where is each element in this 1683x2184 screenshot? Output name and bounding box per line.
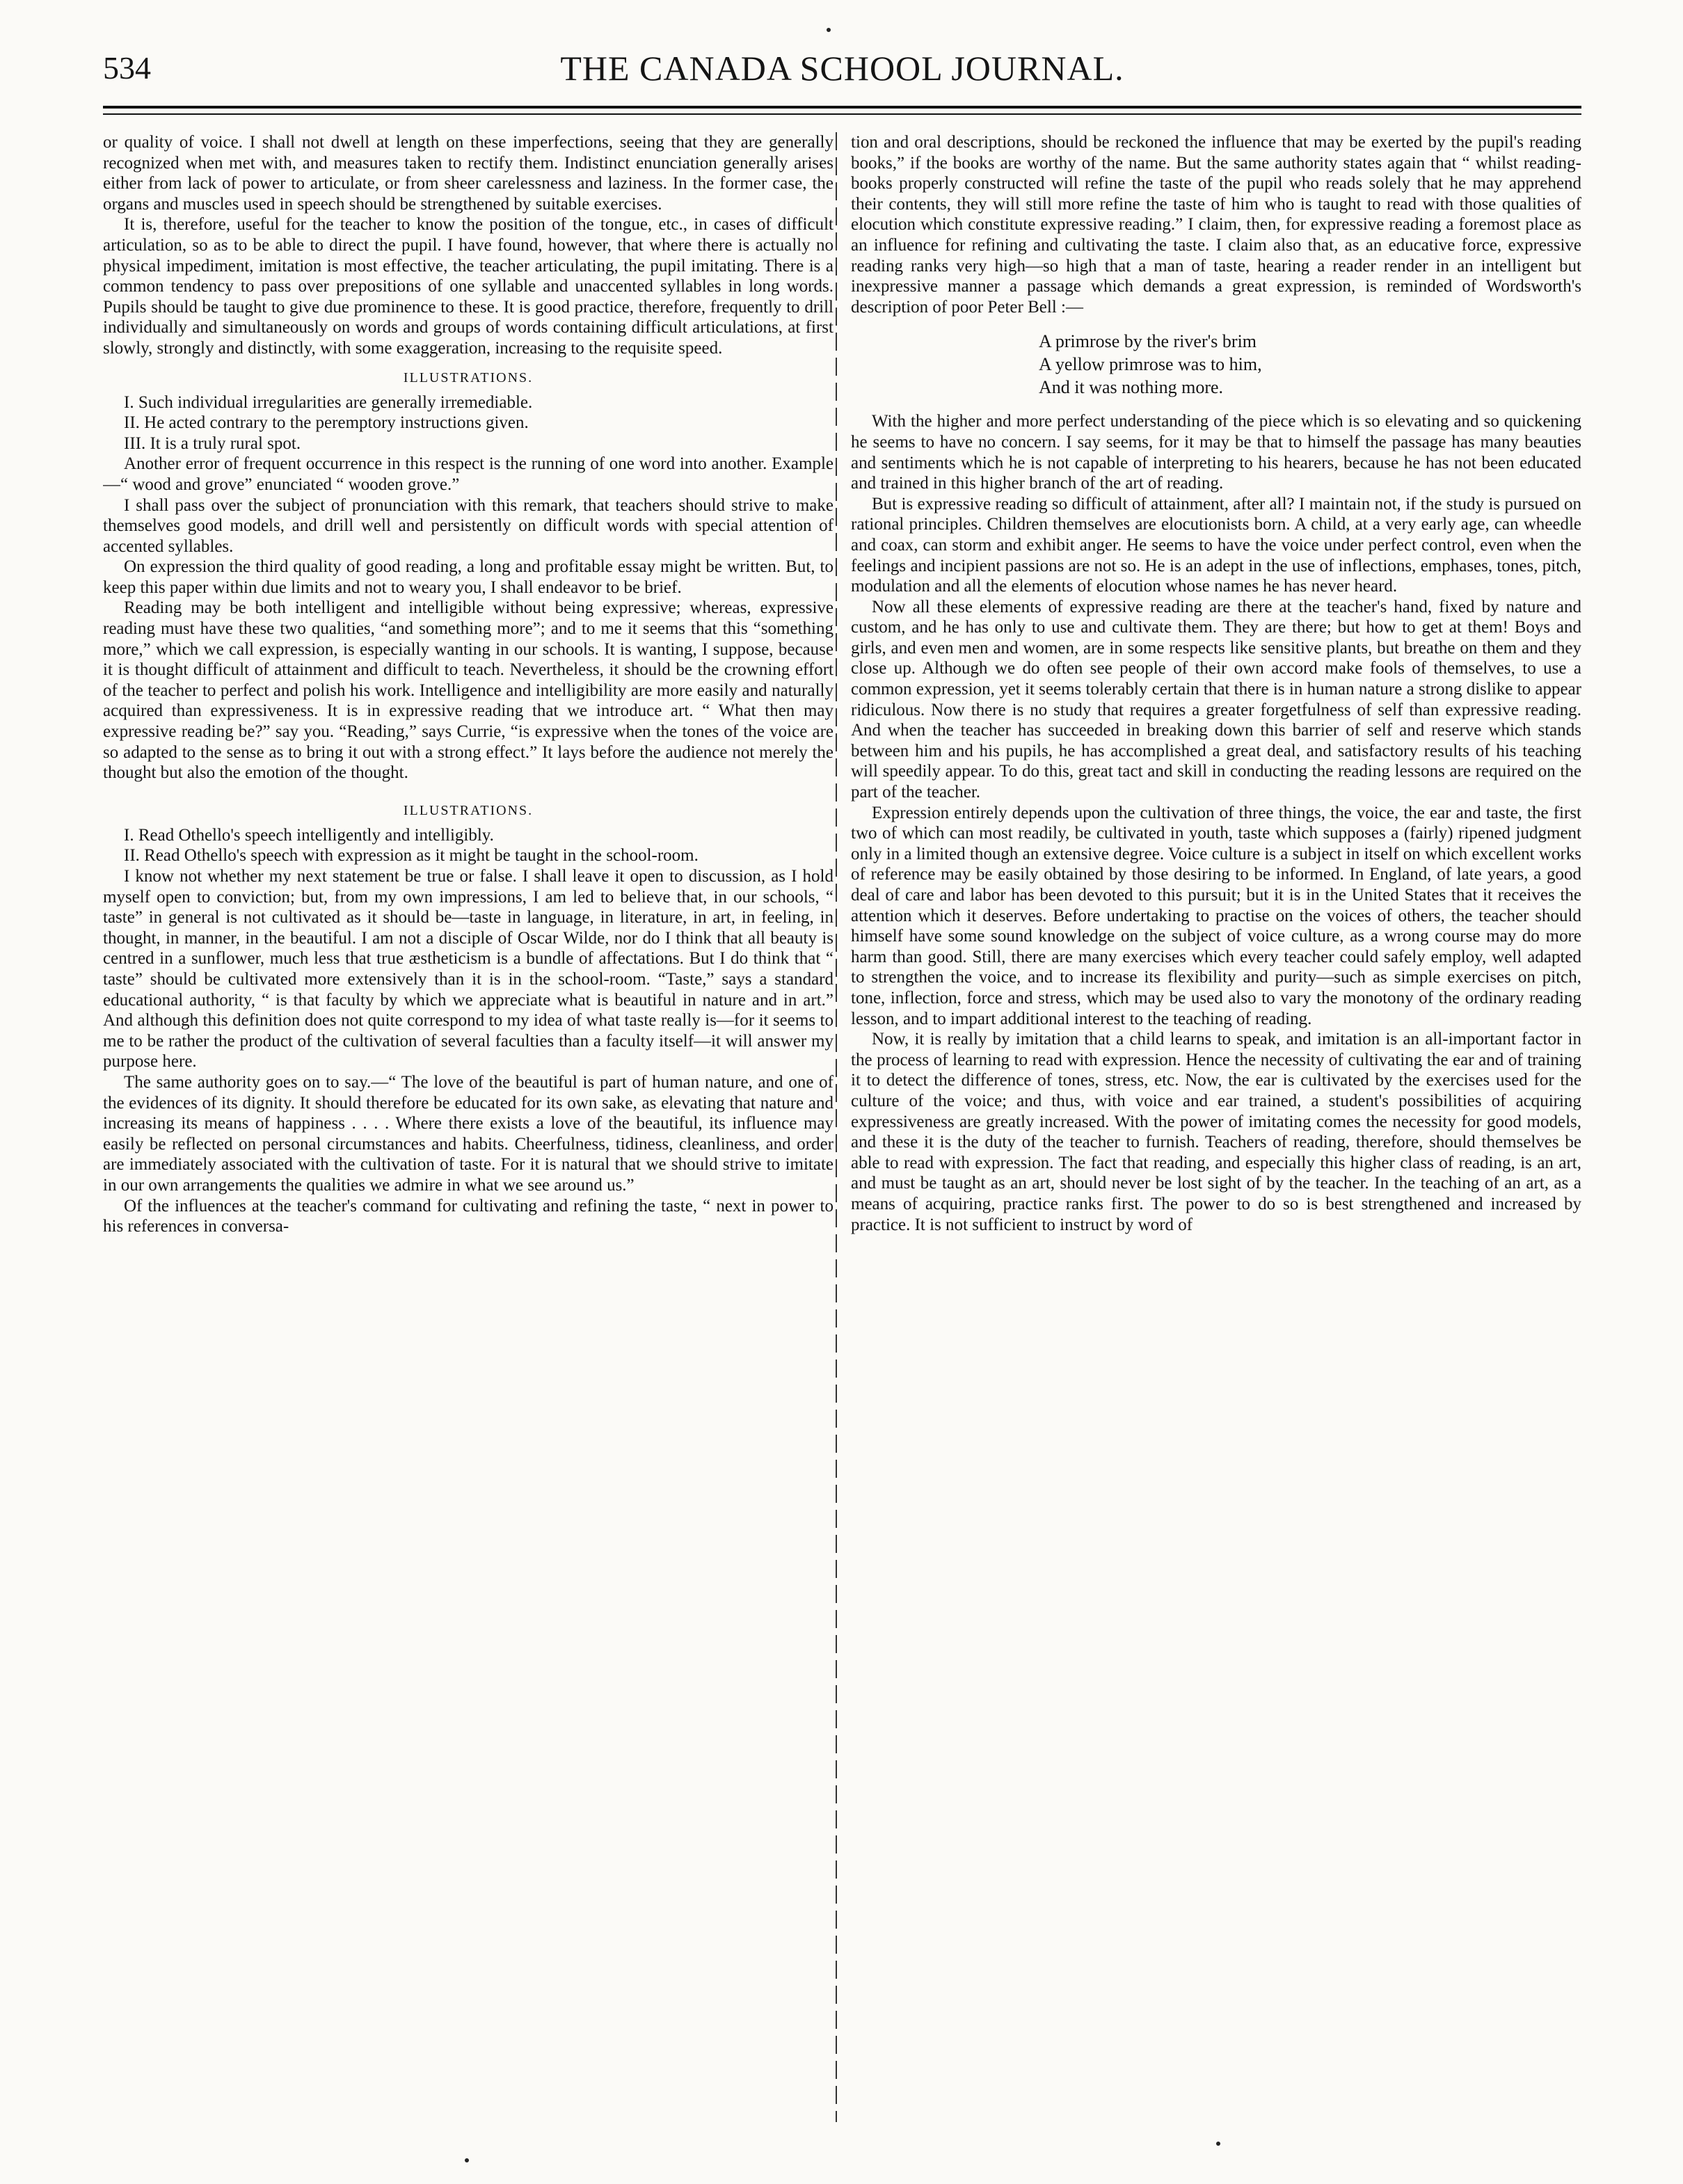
paragraph: With the higher and more perfect understanding of the piece which is so elevating and so quickening he seems to have no concern. I say seems, for it may be that to himself the passage has many beauties and sentiments which he is not capable of interpreting to his hearers, because he has not been educated and trained in this higher branch of the art of reading. bbox=[851, 412, 1581, 493]
right-column bbox=[851, 132, 1581, 2136]
illustration-item: II. Read Othello's speech with expression as it might be taught in the school-room. bbox=[124, 846, 699, 866]
paragraph: tion and oral descriptions, should be reckoned the influence that may be exerted by the pupil's reading books,” if the books are worthy of the name. But the same authority states again that “ whilst reading-books properly constructed will refine the taste of the pupil who reads solely that he may apprehend their contents, they will still more refine the taste of him who is taught to read with those qualities of elocution which constitute expressive reading.” I claim, then, for expressive reading a foremost place as an influence for refining and cultivating the taste. I claim also that, as an educative force, expressive reading ranks very high—so high that a man of taste, hearing a reader render in an intelligent but inexpressive manner a passage which demands a great expression, is reminded of Wordsworth's description of poor Peter Bell :— bbox=[851, 133, 1581, 317]
paragraph: On expression the third quality of good reading, a long and profitable essay might be written. But, to keep this paper within due limits and not to weary you, I shall endeavor to be brief. bbox=[103, 557, 833, 597]
paragraph: It is, therefore, useful for the teacher to know the position of the tongue, etc., in cases of difficult articulation, so as to be able to direct the pupil. I have found, however, that where there is actually no physical impediment, imitation is most effective, the teacher articulating, the pupil imitating. There is a common tendency to pass over prepositions of one syllable and unaccented syllables in long words. Pupils should be taught to give due prominence to these. It is good practice, therefore, frequently to drill individually and simultaneously on words and groups of words containing difficult articulations, at first slowly, strongly and distinctly, with some exaggeration, increasing to the requisite speed. bbox=[103, 215, 833, 358]
poem-line: A yellow primrose was to him, bbox=[1039, 354, 1262, 375]
paragraph: Now all these elements of expressive reading are there at the teacher's hand, fixed by nature and custom, and he has only to use and cultivate them. They are there; but how to get at them! Boys and girls, and even men and women, are in some respects like sensitive plants, but breathe on them and they close up. Although we do often see people of their own accord make fools of themselves, to use a common expression, yet it seems tolerably certain that there is in human nature a strong dislike to appear ridiculous. Now there is no study that requires a greater forgetfulness of self than expressive reading. And when the teacher has succeeded in breaking down this barrier of self and reserve which stands between him and his pupils, he has accomplished a great deal, and satisfactory results of his teaching will speedily appear. To do this, great tact and skill in conducting the reading lessons are required on the part of the teacher. bbox=[851, 597, 1581, 802]
paragraph: Now, it is really by imitation that a child learns to speak, and imitation is an all-important factor in the process of learning to read with expression. Hence the necessity of cultivating the ear and of training it to detect the difference of tones, stress, etc. Now, the ear is cultivated by the exercises used for the culture of the voice; and thus, with voice and ear trained, a student's possibilities of acquiring expressiveness are greatly increased. With the power of imitating comes the necessity for good models, and these it is the duty of the teacher to furnish. Teachers of reading, therefore, should themselves be able to read with expression. The fact that reading, and especially this higher class of reading, is an art, and must be taught as an art, should never be lost sight of by the teacher. In the teaching of an art, as a means of acquiring, practice ranks first. The power to do so is best strengthened and increased by practice. It is not sufficient to instruct by word of bbox=[851, 1030, 1581, 1234]
poem-quote bbox=[1039, 330, 1581, 399]
paragraph: But is expressive reading so difficult of attainment, after all? I maintain not, if the study is pursued on rational principles. Children themselves are elocutionists born. A child, at a very early age, can wheedle and coax, can storm and exhibit anger. He seems to have the voice under perfect control, even when the feelings and incipient passions are not so. He is an adept in the use of inflections, emphases, tones, pitch, modulation and all the elements of elocution whose names he has never heard. bbox=[851, 494, 1581, 596]
print-speck bbox=[827, 28, 831, 32]
paragraph: Reading may be both intelligent and intelligible without being expressive; whereas, expressive reading must have these two qualities, “and something more”; and to me it seems that this “something more,” which we call expression, is especially wanting in our schools. It is wanting, I suppose, because it is thought difficult of attainment and difficult to teach. Nevertheless, it should be the crowning effort of the teacher to perfect and polish his work. Intelligence and intelligibility are more easily and naturally acquired than expressiveness. It is in expressive reading that we introduce art. “ What then may expressive reading be?” say you. “Reading,” says Currie, “is expressive when the tones of the voice are so adapted to the sense as to bring it out with a strong effect.” It lays before the audience not merely the thought but also the emotion of the thought. bbox=[103, 598, 833, 783]
poem-line: And it was nothing more. bbox=[1039, 377, 1224, 398]
header-rule-thin bbox=[103, 113, 1581, 115]
illustration-item: II. He acted contrary to the peremptory instructions given. bbox=[124, 413, 529, 433]
paragraph: I shall pass over the subject of pronunciation with this remark, that teachers should strive to make themselves good models, and drill well and persistently on difficult words with special attention of accented syllables. bbox=[103, 495, 833, 556]
paragraph: Another error of frequent occurrence in this respect is the running of one word into another. Example—“ wood and grove” enunciated “ wooden grove.” bbox=[103, 454, 833, 494]
journal-title: THE CANADA SCHOOL JOURNAL. bbox=[560, 49, 1124, 88]
paragraph: Expression entirely depends upon the cultivation of three things, the voice, the ear and taste, the first two of which can most readily, be cultivated in youth, taste which supposes a (fairly) ripened judgment only in a limited though an extensive degree. Voice culture is a subject in itself on which excellent works of reference may be easily obtained by those desiring to be informed. In England, of late years, a good deal of care and labor has been devoted to this pursuit; but it is in the United States that it receives the attention which it deserves. Before undertaking to practise on the voices of others, the teacher should himself have some sound knowledge on the subject of voice culture, as a wrong course may do more harm than good. Still, there are many exercises which every teacher could safely employ, well adapted to strengthen the voice, and to increase its flexibility and purity—such as simple exercises on pitch, tone, inflection, force and stress, which may be used also to vary the monotony of the ordinary reading lesson, and to impart additional interest to the teaching of reading. bbox=[851, 803, 1581, 1028]
paragraph: or quality of voice. I shall not dwell at length on these imperfections, seeing that they are generally recognized when met with, and measures taken to rectify them. Indistinct enunciation generally arises either from lack of power to articulate, or from sheer carelessness and laziness. In the former case, the organs and muscles used in speech should be strengthened by suitable exercises. bbox=[103, 133, 833, 214]
section-heading: ILLUSTRATIONS. bbox=[403, 369, 534, 385]
illustration-item: I. Such individual irregularities are generally irremediable. bbox=[124, 392, 533, 412]
print-speck bbox=[465, 2158, 469, 2162]
print-speck bbox=[1216, 2142, 1220, 2146]
header-rule-thick bbox=[103, 106, 1581, 109]
paragraph: Of the influences at the teacher's command for cultivating and refining the taste, “ next in power to his references in conversa- bbox=[103, 1196, 833, 1236]
left-column bbox=[103, 132, 833, 2136]
section-heading: ILLUSTRATIONS. bbox=[403, 802, 534, 818]
column-divider bbox=[836, 132, 837, 2122]
illustration-item: III. It is a truly rural spot. bbox=[124, 433, 301, 453]
illustration-item: I. Read Othello's speech intelligently and intelligibly. bbox=[124, 825, 494, 845]
page-number: 534 bbox=[103, 50, 151, 86]
poem-line: A primrose by the river's brim bbox=[1039, 331, 1257, 352]
paragraph: I know not whether my next statement be true or false. I shall leave it open to discussion, as I hold myself open to conviction; but, from my own impressions, I am led to believe that, in our schools, “ taste” in general is not cultivated as it should be—taste in language, in literature, in art, in feeling, in thought, in manner, in the beautiful. I am not a disciple of Oscar Wilde, nor do I think that all beauty is centred in a sunflower, much less that true æstheticism is a bundle of affectations. But I do think that “ taste” should be cultivated more extensively than it is in the school-room. “Taste,” says a standard educational authority, “ is that faculty by which we appreciate what is beautiful in nature and in art.” And although this definition does not quite correspond to my idea of what taste really is—for it seems to me to be rather the product of the cultivation of several faculties than a faculty itself—it will answer my purpose here. bbox=[103, 867, 833, 1071]
paragraph: The same authority goes on to say.—“ The love of the beautiful is part of human nature, and one of the evidences of its dignity. It should therefore be educated for its own sake, as elevating that nature and increasing its means of happiness . . . . Where there exists a love of the beautiful, its influence may easily be reflected on personal circumstances and habits. Cheerfulness, tidiness, cleanliness, and order are immediately associated with the cultivation of taste. For it is natural that we should strive to imitate in our own arrangements the qualities we admire in what we see around us.” bbox=[103, 1072, 833, 1195]
page-header bbox=[103, 49, 1581, 97]
